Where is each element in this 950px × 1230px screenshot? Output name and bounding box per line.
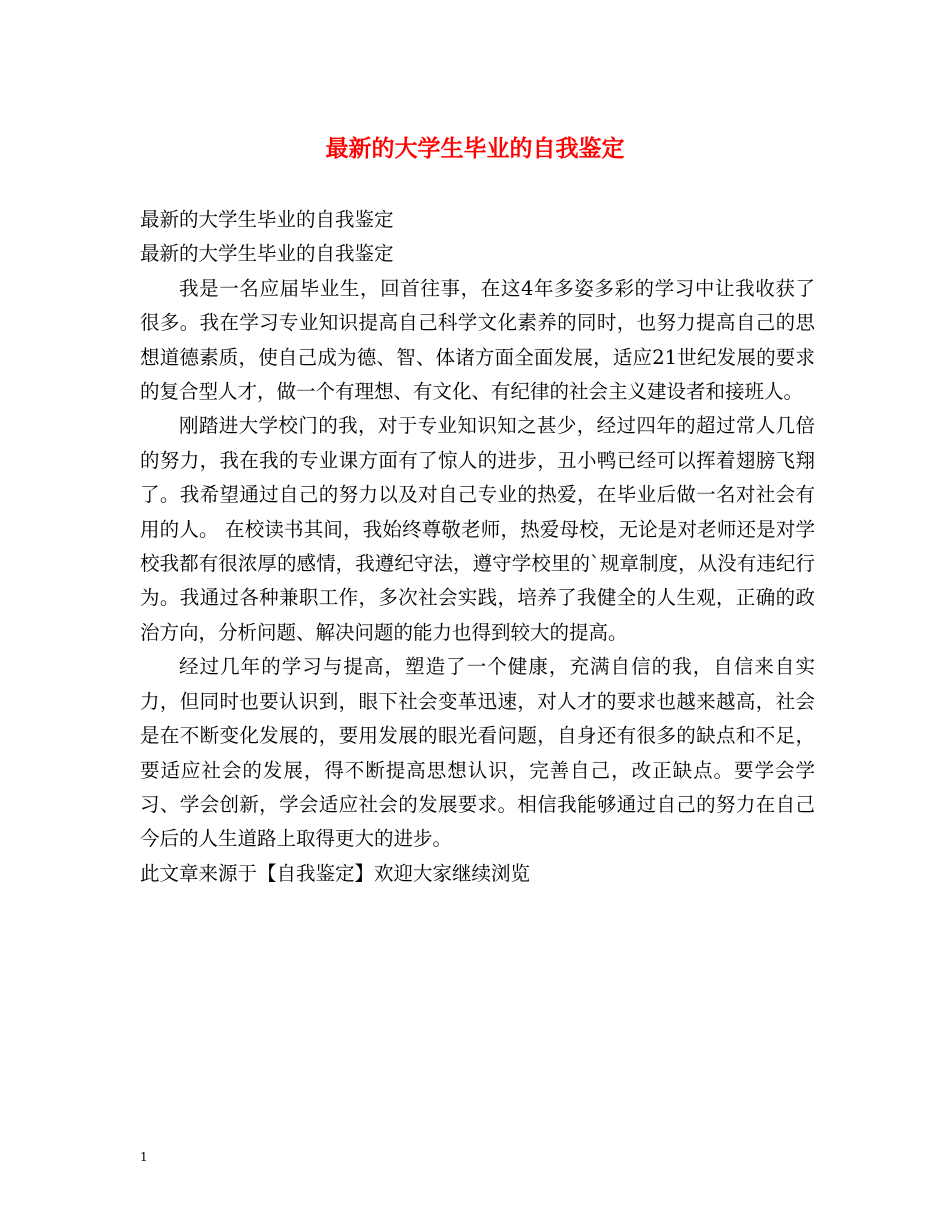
subtitle-line: 最新的大学生毕业的自我鉴定	[140, 208, 394, 231]
paragraph: 经过几年的学习与提高，塑造了一个健康，充满自信的我，自信来自实力，但同时也要认识到，眼下社会变革迅速，对人才的要求也越来越高，社会是在不断变化发展的，要用发展的眼光看问题，自身还有很多的缺点和不足，要适应社会的发展，得不断提高思想认识，完善自己，改正缺点。要学会学习、学会创新，学会适应社会的发展要求。相信我能够通过自己的努力在自己今后的人生道路上取得更大的进步。	[140, 655, 815, 851]
document-body	[140, 203, 815, 891]
source-footer-line: 此文章来源于【自我鉴定】欢迎大家继续浏览	[140, 861, 531, 885]
paragraph: 我是一名应届毕业生，回首往事，在这4年多姿多彩的学习中让我收获了很多。我在学习专业知识提高自己科学文化素养的同时，也努力提高自己的思想道德素质，使自己成为德、智、体诸方面全面发展，适应21世纪发展的要求的复合型人才，做一个有理想、有文化、有纪律的社会主义建设者和接班人。	[140, 276, 815, 404]
page-number: 1	[140, 1150, 148, 1164]
paragraph: 刚踏进大学校门的我，对于专业知识知之甚少，经过四年的超过常人几倍的努力，我在我的专业课方面有了惊人的进步，丑小鸭已经可以挥着翅膀飞翔了。我希望通过自己的努力以及对自己专业的热爱，在毕业后做一名对社会有用的人。 在校读书其间，我始终尊敬老师，热爱母校，无论是对老师还是对学校我都有很浓厚的感情，我遵纪守法，遵守学校里的`规章制度，从没有违纪行为。我通过各种兼职工作，多次社会实践，培养了我健全的人生观，正确的政治方向，分析问题、解决问题的能力也得到较大的提高。	[140, 414, 815, 644]
document-title: 最新的大学生毕业的自我鉴定	[325, 135, 625, 162]
subtitle-line: 最新的大学生毕业的自我鉴定	[140, 242, 394, 266]
